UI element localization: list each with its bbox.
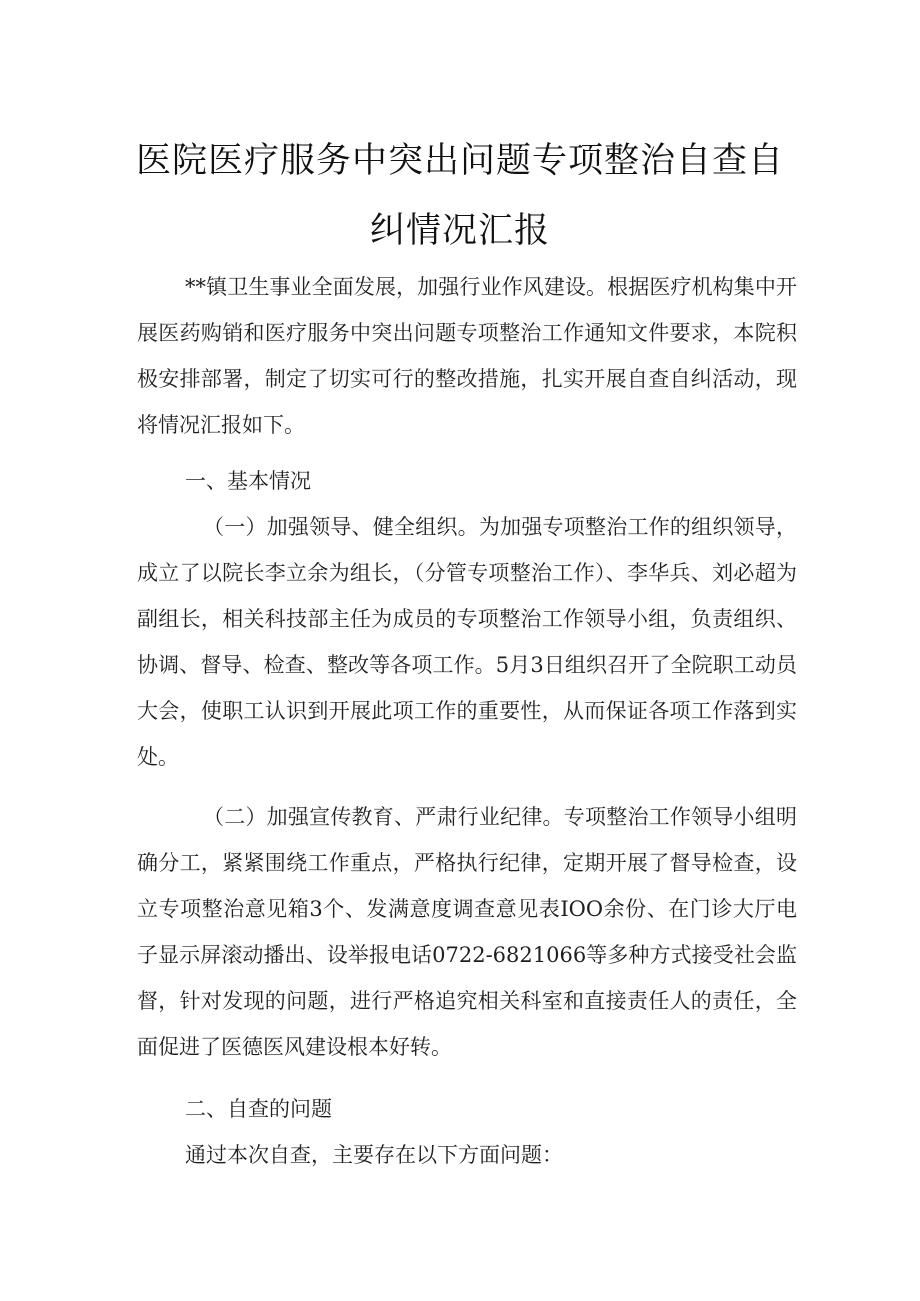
document-title-line-1: 医院医疗服务中突出问题专项整治自查自 (135, 141, 784, 181)
intro-paragraph: **镇卫生事业全面发展，加强行业作风建设。根据医疗机构集中开展医药购销和医疗服务中突出问题专项整治工作通知文件要求，本院积极安排部署，制定了切实可行的整改措施，扎实开展自查自纠活动，现将情况汇报如下。 (137, 275, 797, 437)
section-1-paragraph-2: （二）加强宣传教育、严肃行业纪律。专项整治工作领导小组明确分工，紧紧围绕工作重点，严格执行纪律，定期开展了督导检查，设立专项整治意见箱3个、发满意度调查意见表IOO余份、在门诊大厅电子显示屏滚动播出、设举报电话0722-6821066等多种方式接受社会监督，针对发现的问题，进行严格追究相关科室和直接责任人的责任，全面促进了医德医风建设根本好转。 (137, 805, 797, 1059)
section-1-paragraph-1: （一）加强领导、健全组织。为加强专项整治工作的组织领导，成立了以院长李立余为组长，（分管专项整治工作）、李华兵、刘必超为副组长，相关科技部主任为成员的专项整治工作领导小组，负责组织、协调、督导、检查、整改等各项工作。5月3日组织召开了全院职工动员大会，使职工认识到开展此项工作的重要性，从而保证各项工作落到实处。 (137, 515, 797, 769)
section-1-heading: 一、基本情况 (185, 469, 311, 493)
section-2-heading: 二、自查的问题 (185, 1097, 332, 1121)
section-2-intro: 通过本次自查，主要存在以下方面问题： (185, 1143, 563, 1167)
document-title-line-2: 纠情况汇报 (369, 211, 550, 251)
